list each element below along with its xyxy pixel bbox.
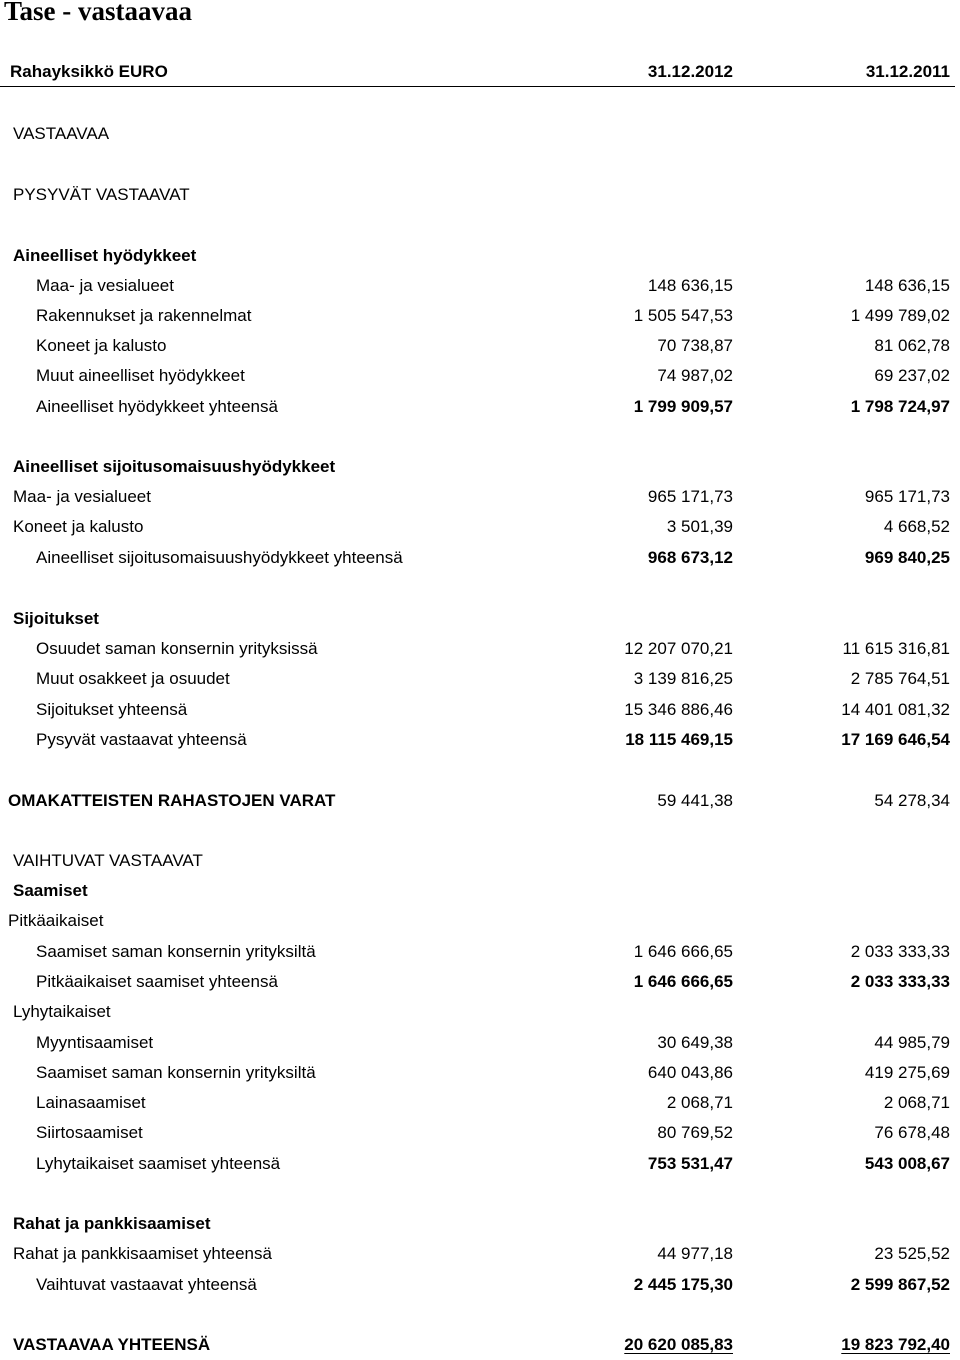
value-2012: 1 646 666,65 bbox=[633, 942, 733, 961]
table-row bbox=[0, 361, 960, 391]
currency-unit-label: Rahayksikkö EURO bbox=[10, 62, 168, 81]
table-row bbox=[0, 664, 960, 694]
row-label: Lyhytaikaiset saamiset yhteensä bbox=[36, 1154, 281, 1173]
table-row bbox=[0, 1118, 960, 1148]
group-heading bbox=[0, 241, 960, 271]
value-2011: 2 033 333,33 bbox=[850, 942, 950, 961]
table-row bbox=[0, 512, 960, 542]
value-2011: 1 798 724,97 bbox=[850, 397, 950, 416]
row-label: Koneet ja kalusto bbox=[36, 336, 167, 355]
value-2011: 2 785 764,51 bbox=[850, 669, 950, 688]
row-label: Aineelliset hyödykkeet bbox=[13, 246, 197, 265]
value-2011: 2 068,71 bbox=[883, 1093, 950, 1112]
value-2012: 3 139 816,25 bbox=[633, 669, 733, 688]
value-2012: 18 115 469,15 bbox=[625, 730, 733, 749]
row-label: VASTAAVAA bbox=[13, 124, 110, 143]
row-label: Pitkäaikaiset bbox=[8, 911, 104, 930]
value-2011: 419 275,69 bbox=[864, 1063, 950, 1082]
row-label: Vaihtuvat vastaavat yhteensä bbox=[36, 1275, 257, 1294]
value-2012: 44 977,18 bbox=[657, 1244, 733, 1263]
value-2011: 54 278,34 bbox=[874, 791, 950, 810]
subtotal-row bbox=[0, 967, 960, 997]
value-2012: 968 673,12 bbox=[647, 548, 733, 567]
row-label: Rakennukset ja rakennelmat bbox=[36, 306, 252, 325]
subtotal-row bbox=[0, 1270, 960, 1300]
row-label: Sijoitukset bbox=[13, 609, 99, 628]
value-2011: 76 678,48 bbox=[874, 1123, 950, 1142]
group-heading bbox=[0, 997, 960, 1027]
value-2012: 20 620 085,83 bbox=[624, 1335, 733, 1354]
table-row bbox=[0, 695, 960, 725]
row-label: Siirtosaamiset bbox=[36, 1123, 143, 1142]
table-row bbox=[0, 1088, 960, 1118]
group-heading bbox=[0, 604, 960, 634]
year-2011-header: 31.12.2011 bbox=[865, 62, 950, 81]
value-2011: 19 823 792,40 bbox=[841, 1335, 950, 1354]
value-2011: 4 668,52 bbox=[883, 517, 950, 536]
value-2012: 59 441,38 bbox=[657, 791, 733, 810]
row-label: Saamiset bbox=[13, 881, 88, 900]
value-2012: 70 738,87 bbox=[657, 336, 733, 355]
row-label: Maa- ja vesialueet bbox=[36, 276, 174, 295]
row-label: Muut osakkeet ja osuudet bbox=[36, 669, 230, 688]
row-label: Saamiset saman konsernin yrityksiltä bbox=[36, 1063, 316, 1082]
row-label: Aineelliset sijoitusomaisuushyödykkeet yhteensä bbox=[36, 548, 403, 567]
row-label: Osuudet saman konsernin yrityksissä bbox=[36, 639, 318, 658]
table-row bbox=[0, 1058, 960, 1088]
table-header bbox=[0, 58, 955, 87]
row-label: Lyhytaikaiset bbox=[13, 1002, 111, 1021]
value-2012: 80 769,52 bbox=[657, 1123, 733, 1142]
value-2012: 1 646 666,65 bbox=[633, 972, 733, 991]
table-row bbox=[0, 634, 960, 664]
page-title: Tase - vastaavaa bbox=[4, 0, 193, 26]
row-label: Pitkäaikaiset saamiset yhteensä bbox=[36, 972, 278, 991]
table-row bbox=[0, 331, 960, 361]
subtotal-row bbox=[0, 392, 960, 422]
table-row bbox=[0, 301, 960, 331]
section-heading bbox=[0, 846, 960, 876]
value-2012: 2 445 175,30 bbox=[633, 1275, 733, 1294]
value-2011: 969 840,25 bbox=[864, 548, 950, 567]
row-label: Rahat ja pankkisaamiset yhteensä bbox=[13, 1244, 272, 1263]
year-2012-header: 31.12.2012 bbox=[647, 62, 733, 81]
table-row bbox=[0, 1239, 960, 1269]
value-2012: 3 501,39 bbox=[666, 517, 733, 536]
value-2011: 14 401 081,32 bbox=[841, 700, 950, 719]
value-2011: 543 008,67 bbox=[864, 1154, 950, 1173]
group-heading bbox=[0, 452, 960, 482]
value-2011: 23 525,52 bbox=[874, 1244, 950, 1263]
value-2011: 1 499 789,02 bbox=[850, 306, 950, 325]
table-row bbox=[0, 786, 960, 816]
value-2012: 74 987,02 bbox=[657, 366, 733, 385]
table-row bbox=[0, 937, 960, 967]
subtotal-row bbox=[0, 725, 960, 755]
row-label: Koneet ja kalusto bbox=[13, 517, 144, 536]
value-2011: 2 599 867,52 bbox=[850, 1275, 950, 1294]
grand-total-row bbox=[0, 1330, 960, 1360]
section-heading bbox=[0, 119, 960, 149]
table-row bbox=[0, 1028, 960, 1058]
value-2012: 1 799 909,57 bbox=[633, 397, 733, 416]
group-heading bbox=[0, 876, 960, 906]
row-label: Maa- ja vesialueet bbox=[13, 487, 151, 506]
value-2011: 148 636,15 bbox=[864, 276, 950, 295]
value-2011: 965 171,73 bbox=[864, 487, 950, 506]
value-2011: 81 062,78 bbox=[874, 336, 950, 355]
row-label: Muut aineelliset hyödykkeet bbox=[36, 366, 245, 385]
value-2012: 30 649,38 bbox=[657, 1033, 733, 1052]
row-label: Pysyvät vastaavat yhteensä bbox=[36, 730, 247, 749]
table-row bbox=[0, 482, 960, 512]
row-label: PYSYVÄT VASTAAVAT bbox=[13, 185, 190, 204]
value-2012: 15 346 886,46 bbox=[624, 700, 733, 719]
row-label: Saamiset saman konsernin yrityksiltä bbox=[36, 942, 316, 961]
value-2012: 1 505 547,53 bbox=[633, 306, 733, 325]
row-label: VASTAAVAA YHTEENSÄ bbox=[13, 1335, 211, 1354]
value-2012: 12 207 070,21 bbox=[624, 639, 733, 658]
row-label: Aineelliset hyödykkeet yhteensä bbox=[36, 397, 278, 416]
section-heading bbox=[0, 180, 960, 210]
row-label: Myyntisaamiset bbox=[36, 1033, 154, 1052]
value-2011: 17 169 646,54 bbox=[841, 730, 950, 749]
row-label: VAIHTUVAT VASTAAVAT bbox=[13, 851, 203, 870]
table-row bbox=[0, 271, 960, 301]
value-2012: 640 043,86 bbox=[647, 1063, 733, 1082]
value-2011: 69 237,02 bbox=[874, 366, 950, 385]
value-2012: 965 171,73 bbox=[647, 487, 733, 506]
row-label: OMAKATTEISTEN RAHASTOJEN VARAT bbox=[8, 791, 336, 810]
row-label: Lainasaamiset bbox=[36, 1093, 146, 1112]
value-2012: 148 636,15 bbox=[647, 276, 733, 295]
value-2012: 753 531,47 bbox=[647, 1154, 733, 1173]
row-label: Rahat ja pankkisaamiset bbox=[13, 1214, 211, 1233]
value-2011: 2 033 333,33 bbox=[850, 972, 950, 991]
value-2011: 44 985,79 bbox=[874, 1033, 950, 1052]
group-heading bbox=[0, 1209, 960, 1239]
row-label: Sijoitukset yhteensä bbox=[36, 700, 188, 719]
subtotal-row bbox=[0, 1149, 960, 1179]
group-heading bbox=[0, 906, 960, 936]
subtotal-row bbox=[0, 543, 960, 573]
row-label: Aineelliset sijoitusomaisuushyödykkeet bbox=[13, 457, 336, 476]
value-2012: 2 068,71 bbox=[666, 1093, 733, 1112]
value-2011: 11 615 316,81 bbox=[842, 639, 950, 658]
